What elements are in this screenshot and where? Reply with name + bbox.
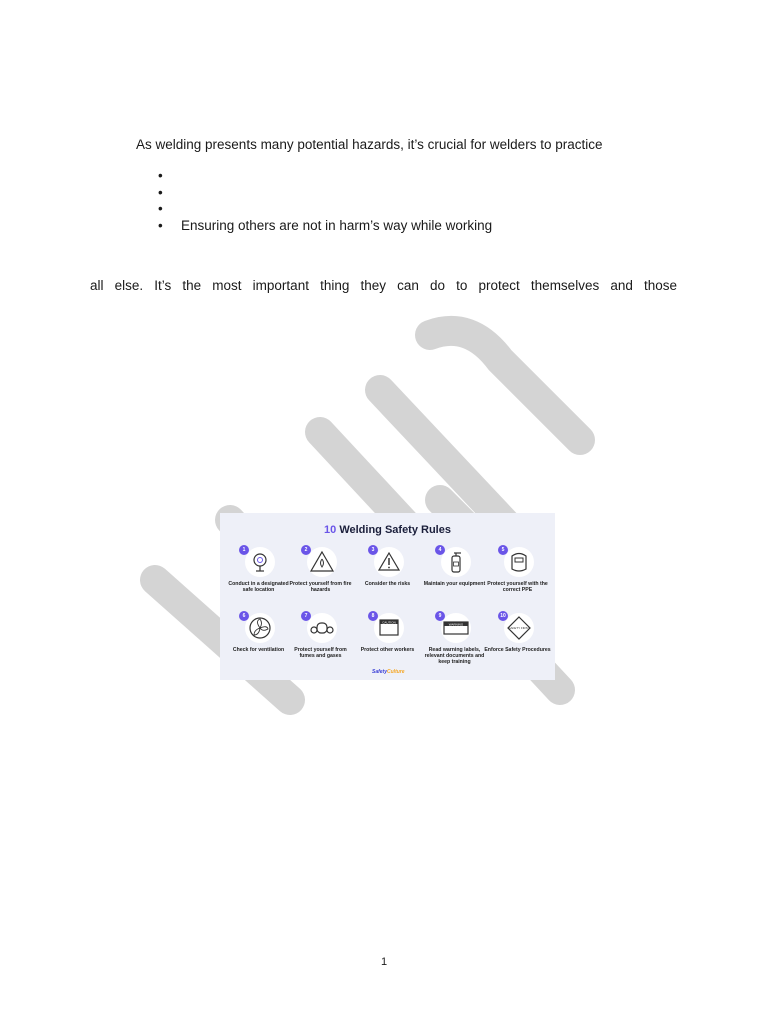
- rule-item: 5 Protect yourself with the correct PPE: [487, 547, 548, 594]
- welding-machine-icon: [245, 547, 275, 577]
- rule-item: CAUTION 8 Protect other workers: [360, 613, 415, 653]
- gas-cylinder-icon: [441, 547, 471, 577]
- svg-text:WARNING: WARNING: [448, 622, 464, 627]
- list-item: • Ensuring others are not in harm’s way while working: [158, 218, 492, 235]
- svg-text:SAFETY FIRST: SAFETY FIRST: [508, 626, 530, 630]
- infographic-title: 10 Welding Safety Rules: [324, 524, 451, 536]
- rule-item: 3 Consider the risks: [364, 547, 411, 587]
- fire-warning-icon: [307, 547, 337, 577]
- warning-label-icon: [441, 613, 471, 643]
- rule-item: WARNING 9 Read warning labels, relevant documents and keep training: [424, 613, 485, 666]
- fan-icon: [245, 613, 275, 643]
- svg-text:CAUTION: CAUTION: [382, 620, 396, 625]
- closing-paragraph: all else. It’s the most important thing they can do to protect themselves and those: [90, 278, 677, 293]
- safety-first-sign-icon: [504, 613, 534, 643]
- rule-item: 1 Conduct in a designated safe location: [228, 547, 289, 594]
- alert-triangle-icon: [374, 547, 404, 577]
- brand-logo: SafetyCulture: [372, 669, 405, 675]
- respirator-icon: [307, 613, 337, 643]
- practice-list: [158, 168, 492, 234]
- rule-item: 2 Protect yourself from fire hazards: [289, 547, 352, 594]
- caution-sign-icon: [374, 613, 404, 643]
- welding-safety-infographic: [220, 513, 555, 680]
- rule-item: 7 Protect yourself from fumes and gases: [294, 613, 347, 660]
- rule-item: SAFETY FIRST 10 Enforce Safety Procedures: [484, 613, 551, 653]
- intro-paragraph: As welding presents many potential hazards, it’s crucial for welders to practice: [136, 137, 603, 152]
- welding-helmet-icon: [504, 547, 534, 577]
- list-item: [158, 201, 492, 218]
- rule-item: 6 Check for ventilation: [232, 613, 285, 653]
- rule-item: 4 Maintain your equipment: [423, 547, 486, 587]
- page-number: 1: [380, 956, 388, 968]
- list-item: [158, 168, 492, 185]
- list-item: [158, 185, 492, 202]
